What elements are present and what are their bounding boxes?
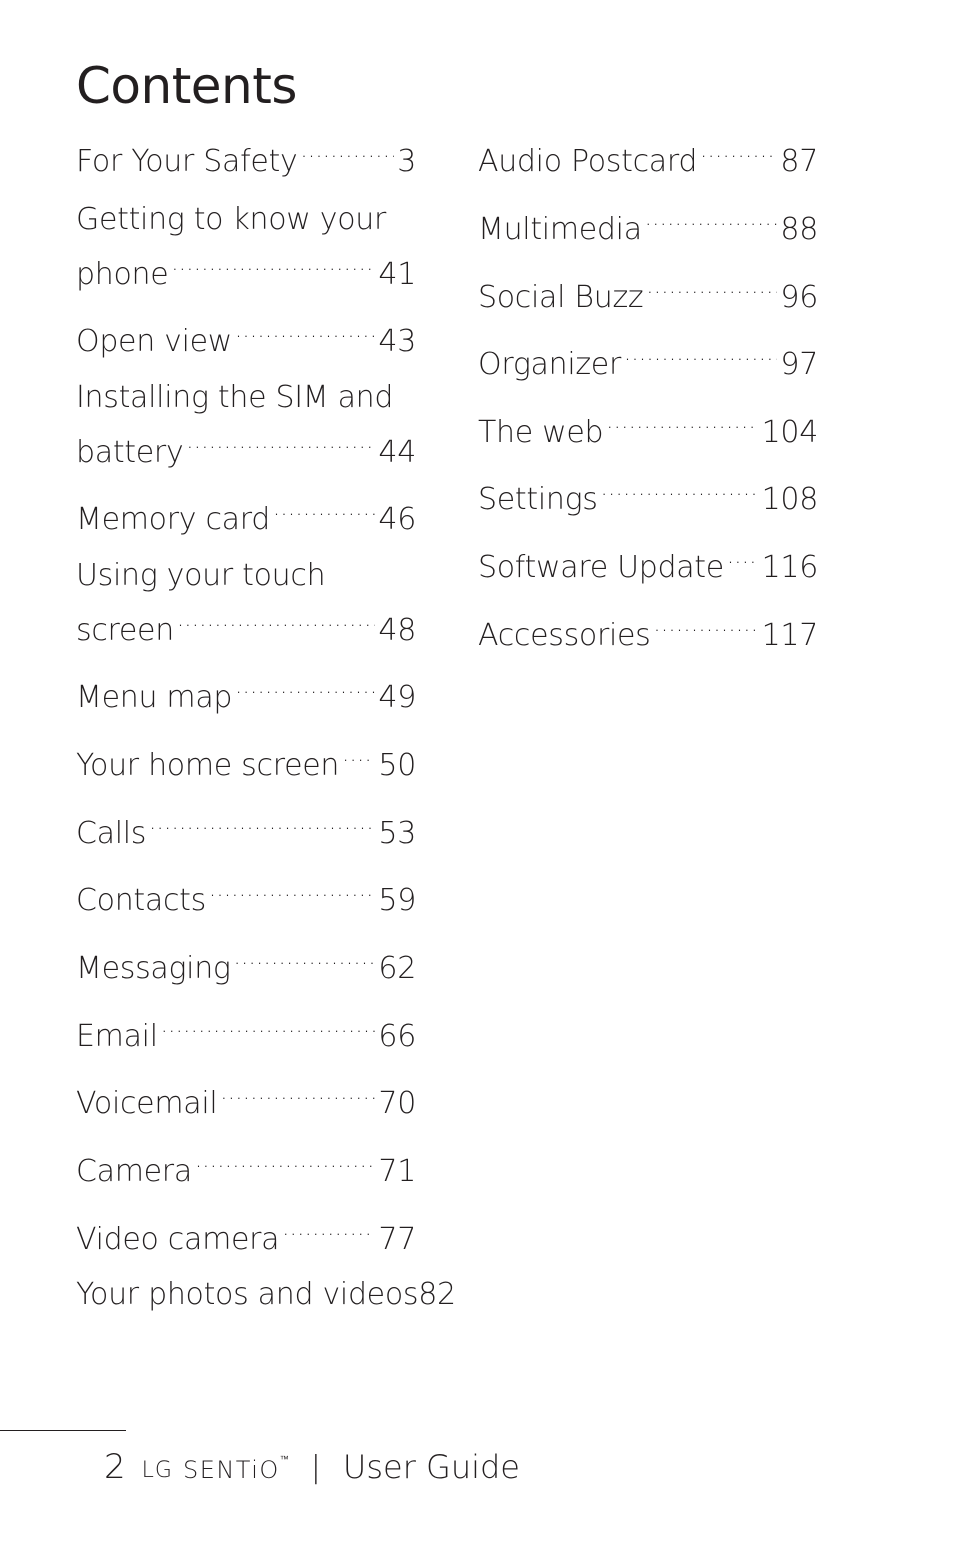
toc-entry[interactable] <box>76 867 416 922</box>
toc-entry-label: Memory card <box>76 502 270 537</box>
toc-entry-page: 48 <box>378 613 416 648</box>
toc-entry-page: 71 <box>378 1154 416 1189</box>
toc-entry-page: 53 <box>378 816 416 851</box>
toc-entry-page: 96 <box>780 280 818 315</box>
page-footer <box>104 1444 520 1490</box>
toc-entry[interactable] <box>478 602 818 657</box>
footer-guide-label: User Guide <box>342 1448 520 1486</box>
leader-dots <box>645 196 778 239</box>
leader-dots <box>646 264 777 307</box>
toc-entry[interactable] <box>478 264 818 319</box>
toc-entry[interactable] <box>76 664 416 719</box>
leader-dots <box>195 1138 375 1181</box>
toc-entry-label-line1: Using your touch <box>76 558 326 593</box>
toc-entry-page: 41 <box>378 257 416 292</box>
leader-dots <box>654 602 759 645</box>
toc-entry[interactable] <box>76 1138 416 1193</box>
toc-entry[interactable] <box>76 800 416 855</box>
toc-entry[interactable] <box>478 128 818 183</box>
leader-dots <box>300 128 394 171</box>
toc-entry-page: 43 <box>378 324 416 359</box>
toc-entry[interactable] <box>76 935 416 990</box>
toc-entry-label: Camera <box>76 1154 192 1189</box>
toc-entry-label: screen <box>76 613 174 648</box>
toc-entry-page: 70 <box>378 1086 416 1121</box>
toc-entry-label: Your photos and videos <box>76 1277 419 1312</box>
toc-entry-label: Email <box>76 1019 158 1054</box>
leader-dots <box>209 867 375 910</box>
toc-entry-page: 87 <box>780 144 818 179</box>
toc-entry-label-line1: Getting to know your <box>76 202 387 237</box>
toc-entry-page: 49 <box>378 680 416 715</box>
toc-entry-label: Calls <box>76 816 147 851</box>
footer-separator: | <box>310 1449 321 1485</box>
toc-entry[interactable] <box>478 196 818 251</box>
leader-dots <box>234 935 376 978</box>
toc-entry-label: phone <box>76 257 169 292</box>
toc-entry-page: 77 <box>378 1222 416 1257</box>
footer-rule <box>0 1430 126 1431</box>
toc-entry[interactable] <box>76 376 416 474</box>
leader-dots <box>700 128 777 171</box>
leader-dots <box>149 800 375 843</box>
leader-dots <box>606 399 758 442</box>
leader-dots <box>282 1206 375 1249</box>
brand-product-name: SENTiO <box>182 1456 280 1484</box>
leader-dots <box>727 534 759 577</box>
toc-entry-page: 117 <box>761 618 818 653</box>
leader-dots <box>235 308 375 351</box>
leader-dots <box>220 1070 375 1113</box>
toc-entry-label: Multimedia <box>478 212 642 247</box>
page-number: 2 <box>104 1447 126 1487</box>
toc-entry-label: Social Buzz <box>478 280 644 315</box>
leader-dots <box>601 466 759 509</box>
toc-entry[interactable] <box>478 534 818 589</box>
toc-entry-label: The web <box>478 415 604 450</box>
toc-entry[interactable] <box>76 732 416 787</box>
toc-entry-page: 97 <box>780 347 818 382</box>
toc-entry[interactable] <box>76 308 416 363</box>
toc-entry-label: Audio Postcard <box>478 144 698 179</box>
toc-entry-label: Accessories <box>478 618 651 653</box>
trademark-symbol: ™ <box>279 1454 289 1465</box>
toc-entry-page: 62 <box>378 951 416 986</box>
toc-entry-label: Contacts <box>76 883 206 918</box>
toc-entry-label-line1: Installing the SIM and <box>76 380 394 415</box>
toc-entry-label: Open view <box>76 324 233 359</box>
brand-lg-logo: LG <box>141 1457 173 1483</box>
toc-entry-label: Settings <box>478 482 598 517</box>
toc-entry-page: 104 <box>761 415 818 450</box>
toc-entry-label: Video camera <box>76 1222 280 1257</box>
page-title: Contents <box>76 57 297 115</box>
toc-entry-page: 82 <box>418 1277 456 1312</box>
leader-dots <box>273 486 375 529</box>
toc-entry-label: For Your Safety <box>76 144 298 179</box>
toc-entry-page: 50 <box>378 748 416 783</box>
toc-entry[interactable] <box>76 1273 456 1316</box>
toc-entry[interactable] <box>76 486 416 541</box>
toc-entry[interactable] <box>76 1003 416 1058</box>
toc-entry-page: 116 <box>761 550 818 585</box>
leader-dots <box>624 331 777 374</box>
toc-entry-label: Your home screen <box>76 748 340 783</box>
toc-entry[interactable] <box>76 554 416 652</box>
leader-dots <box>235 664 375 707</box>
leader-dots <box>186 419 375 462</box>
toc-entry[interactable] <box>76 1206 416 1261</box>
leader-dots <box>161 1003 376 1046</box>
toc-entry-page: 3 <box>397 144 416 179</box>
leader-dots <box>342 732 375 775</box>
toc-entry-page: 66 <box>378 1019 416 1054</box>
toc-entry-page: 108 <box>761 482 818 517</box>
toc-entry[interactable] <box>76 128 416 183</box>
toc-entry-label: Menu map <box>76 680 233 715</box>
toc-entry-page: 46 <box>378 502 416 537</box>
toc-entry-label: battery <box>76 435 184 470</box>
toc-entry-page: 59 <box>378 883 416 918</box>
toc-entry-label: Voicemail <box>76 1086 218 1121</box>
toc-entry-label: Software Update <box>478 550 724 585</box>
toc-entry-page: 44 <box>378 435 416 470</box>
leader-dots <box>171 241 375 284</box>
toc-entry[interactable] <box>76 1070 416 1125</box>
leader-dots <box>177 597 375 640</box>
toc-entry[interactable] <box>478 466 818 521</box>
toc-entry-page: 88 <box>780 212 818 247</box>
toc-entry-label: Messaging <box>76 951 231 986</box>
toc-entry[interactable] <box>478 331 818 386</box>
toc-entry[interactable] <box>76 198 416 296</box>
toc-entry[interactable] <box>478 399 818 454</box>
toc-entry-label: Organizer <box>478 347 621 382</box>
